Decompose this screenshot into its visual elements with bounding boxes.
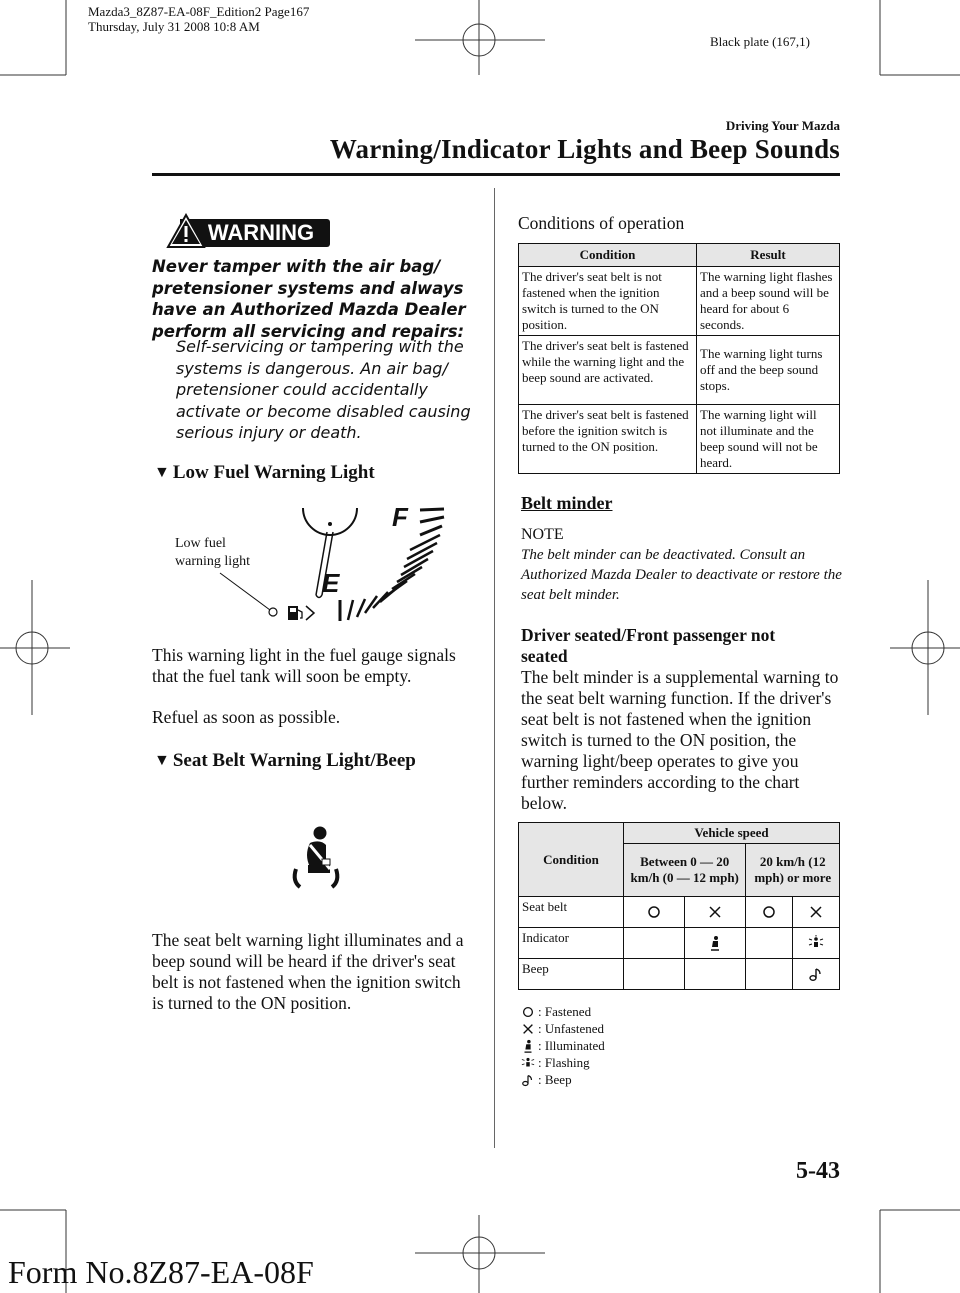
low-fuel-paragraph: This warning light in the fuel gauge signals that the fuel tank will soon be empty. (152, 645, 456, 686)
table-row (519, 959, 840, 990)
legend-fastened: : Fastened (538, 1004, 592, 1019)
row-label-beep: Beep (519, 959, 624, 990)
chart-header-speed-low: Between 0 — 20 km/h (0 — 12 mph) (624, 844, 746, 897)
low-fuel-callout-label: Low fuel warning light (175, 536, 251, 569)
illuminated-icon (707, 935, 723, 951)
table-cell: The driver's seat belt is not fastened when the ignition switch is turned to the ON position. (519, 267, 697, 336)
gauge-empty-label: E (322, 568, 340, 598)
chart-header-speed-high: 20 km/h (12 mph) or more (746, 844, 840, 897)
table-row (519, 336, 840, 405)
table-cell: The warning light flashes and a beep sound will be heard for about 6 seconds. (697, 267, 840, 336)
legend-unfastened: : Unfastened (538, 1021, 605, 1036)
conditions-table (518, 243, 840, 474)
page-title: Warning/Indicator Lights and Beep Sounds (329, 134, 840, 164)
warning-triangle-icon (166, 213, 206, 249)
illuminated-icon (521, 1039, 535, 1053)
belt-minder-chart (518, 822, 840, 990)
conditions-header-result: Result (697, 244, 840, 267)
table-cell: The driver's seat belt is fastened while the warning light and the beep sound are activated. (519, 336, 697, 405)
warning-main-text: Never tamper with the air bag/ pretensioner systems and always have an Authorized Mazda Dealer perform all servicing and repairs: (152, 257, 466, 341)
chart-header-condition: Condition (519, 823, 624, 897)
belt-minder-paragraph: The belt minder is a supplemental warning to the seat belt warning function. If the driver's seat belt is not fastened when the ignition switch is turned to the ON position, the warning light/beep operates to give you further reminders according to the chart below. (521, 667, 839, 813)
beep-icon (808, 966, 824, 982)
driver-seated-subheading: Driver seated/Front passenger not seated (521, 625, 776, 666)
table-row (519, 897, 840, 928)
form-number: Form No.8Z87-EA-08F (8, 1254, 314, 1290)
legend-flashing: : Flashing (538, 1055, 590, 1070)
table-cell: The warning light will not illuminate and the beep sound will not be heard. (697, 405, 840, 474)
unfastened-icon (521, 1022, 535, 1036)
fastened-icon (521, 1005, 535, 1019)
fastened-icon (646, 904, 662, 920)
beep-icon (521, 1073, 535, 1087)
low-fuel-heading (154, 462, 375, 484)
table-cell: The warning light turns off and the beep sound stops. (697, 336, 840, 405)
table-cell: The driver's seat belt is fastened before the ignition switch is turned to the ON position. (519, 405, 697, 474)
print-header-file: Mazda3_8Z87-EA-08F_Edition2 Page167 (88, 4, 310, 19)
table-row (519, 405, 840, 474)
flashing-icon (521, 1056, 535, 1070)
section-marker-icon: ▼ (154, 752, 170, 769)
warning-badge-label: WARNING (207, 220, 315, 245)
note-text: The belt minder can be deactivated. Consult an Authorized Mazda Dealer to deactivate or restore the seat belt minder. (521, 547, 842, 603)
low-fuel-heading-text: Low Fuel Warning Light (172, 462, 375, 483)
warning-sub-text: Self-servicing or tampering with the systems is dangerous. An air bag/ pretensioner could accidentally activate or become disabled causing serious injury or death. (176, 337, 471, 442)
seat-belt-heading-text: Seat Belt Warning Light/Beep (172, 750, 416, 771)
legend-beep: : Beep (538, 1072, 572, 1087)
unfastened-icon (808, 904, 824, 920)
table-row (519, 928, 840, 959)
low-fuel-instruction: Refuel as soon as possible. (152, 707, 341, 727)
section-label: Driving Your Mazda (725, 118, 840, 133)
flashing-icon (808, 935, 824, 951)
page-number: 5-43 (796, 1158, 840, 1184)
row-label-seat-belt: Seat belt (519, 897, 624, 928)
unfastened-icon (707, 904, 723, 920)
belt-minder-heading: Belt minder (521, 493, 613, 513)
column-divider (494, 188, 495, 1148)
legend-illuminated: : Illuminated (538, 1038, 605, 1053)
seat-belt-warning-icon (286, 825, 346, 889)
seat-belt-paragraph: The seat belt warning light illuminates and a beep sound will be heard if the driver's seat belt is not fastened when the ignition switch is turned to the ON position. (152, 930, 464, 1013)
title-rule (152, 173, 840, 176)
conditions-title: Conditions of operation (518, 213, 685, 233)
chart-legend (521, 1003, 605, 1088)
print-header-plate: Black plate (167,1) (710, 34, 810, 49)
print-header-date: Thursday, July 31 2008 10:8 AM (88, 19, 260, 34)
chart-header-vehicle-speed: Vehicle speed (624, 823, 840, 844)
warning-badge (180, 219, 330, 247)
row-label-indicator: Indicator (519, 928, 624, 959)
fuel-pump-icon (288, 606, 302, 620)
fastened-icon (761, 904, 777, 920)
seat-belt-heading (154, 750, 416, 772)
gauge-full-label: F (392, 502, 408, 532)
note-label: NOTE (521, 526, 564, 543)
conditions-header-condition: Condition (519, 244, 697, 267)
section-marker-icon: ▼ (154, 464, 170, 481)
table-row (519, 267, 840, 336)
